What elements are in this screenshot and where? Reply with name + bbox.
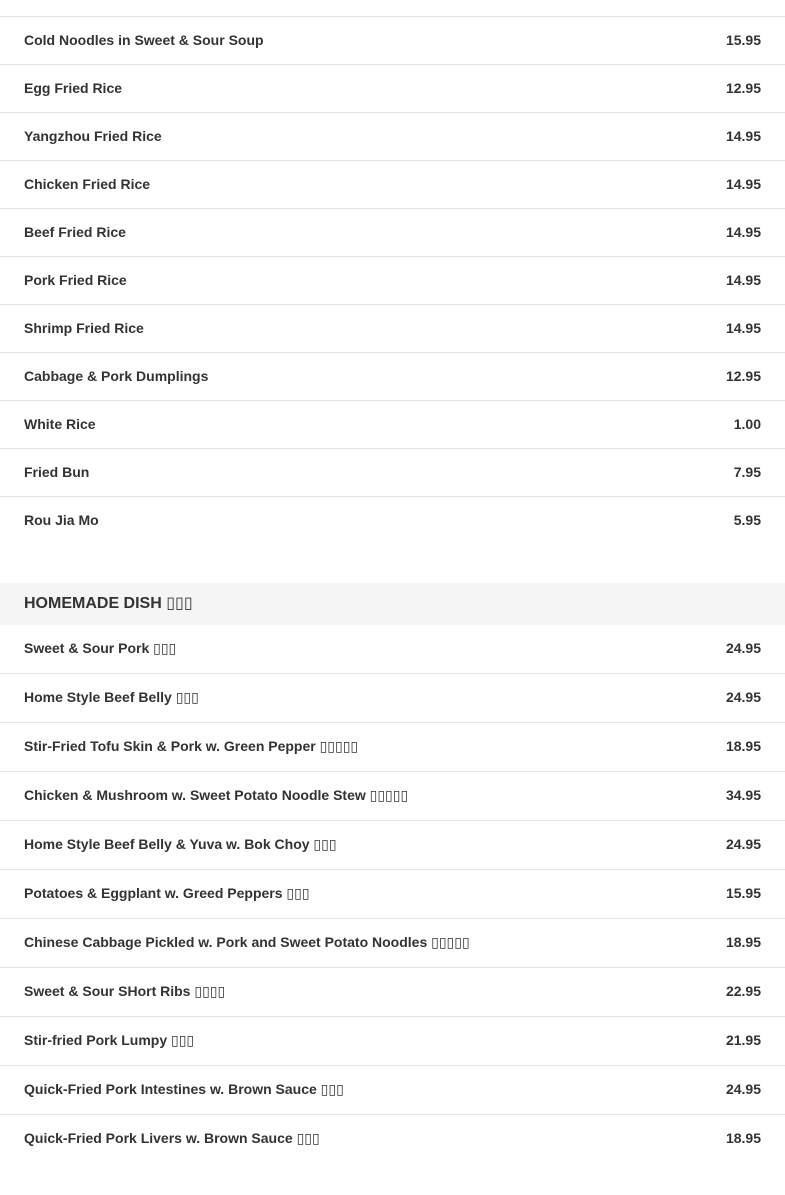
menu-item-price: 14.95 [725,272,761,288]
menu-item-row[interactable] [0,401,785,449]
menu-item-name: Egg Fried Rice [24,80,123,96]
section-spacer [0,545,785,583]
menu-item-price: 34.95 [725,787,761,803]
menu-item-row[interactable] [0,821,785,870]
menu-item-row[interactable] [0,353,785,401]
cut-off-menu-row[interactable] [0,0,785,17]
menu-item-name: Sweet & Sour SHort Ribs ▯▯▯▯ [24,983,226,999]
menu-item-name: White Rice [24,416,96,432]
menu-item-price: 12.95 [725,80,761,96]
menu-item-row[interactable] [0,968,785,1017]
menu-item-price: 24.95 [725,640,761,656]
menu-item-name: Chicken Fried Rice [24,176,151,192]
menu-item-row[interactable] [0,65,785,113]
menu-item-name: Stir-fried Pork Lumpy ▯▯▯ [24,1032,195,1048]
menu-item-price: 18.95 [725,1130,761,1146]
menu-item-price: 21.95 [725,1032,761,1048]
menu-item-price: 12.95 [725,368,761,384]
menu-item-row[interactable] [0,1066,785,1115]
menu-item-row[interactable] [0,625,785,674]
menu-item-name: Chicken & Mushroom w. Sweet Potato Noodle Stew ▯▯▯▯▯ [24,787,409,803]
menu-item-price: 22.95 [725,983,761,999]
homemade-dish-list [0,625,785,1164]
menu-item-row[interactable] [0,161,785,209]
menu-item-name: Yangzhou Fried Rice [24,128,162,144]
menu-item-row[interactable] [0,1017,785,1066]
menu-item-row[interactable] [0,870,785,919]
menu-item-name: Home Style Beef Belly ▯▯▯ [24,689,199,705]
menu-item-row[interactable] [0,113,785,161]
menu-item-name: Beef Fried Rice [24,224,126,240]
menu-item-name: Quick-Fried Pork Livers w. Brown Sauce ▯▯▯ [24,1130,320,1146]
menu-item-price: 24.95 [725,689,761,705]
menu-item-price: 14.95 [725,176,761,192]
menu-item-price: 7.95 [733,464,761,480]
menu-item-price: 14.95 [725,320,761,336]
menu-item-name: Home Style Beef Belly & Yuva w. Bok Choy ▯▯▯ [24,836,337,852]
menu-item-price: 24.95 [725,1081,761,1097]
menu-item-row[interactable] [0,257,785,305]
section-header-homemade-dish: HOMEMADE DISH ▯▯▯ [0,583,785,625]
menu-item-price: 18.95 [725,738,761,754]
menu-item-price: 14.95 [725,224,761,240]
menu-item-price: 5.95 [733,512,761,528]
menu-item-name: Rou Jia Mo [24,512,99,528]
menu-item-row[interactable] [0,674,785,723]
menu-item-name: Quick-Fried Pork Intestines w. Brown Sauce ▯▯▯ [24,1081,344,1097]
menu-item-price: 15.95 [725,885,761,901]
menu-item-row[interactable] [0,209,785,257]
menu-item-name: Shrimp Fried Rice [24,320,144,336]
menu-item-row[interactable] [0,305,785,353]
staples-list [0,17,785,545]
menu-item-row[interactable] [0,723,785,772]
menu-item-row[interactable] [0,1115,785,1164]
menu-item-price: 24.95 [725,836,761,852]
menu-item-name: Cabbage & Pork Dumplings [24,368,209,384]
menu-item-row[interactable] [0,772,785,821]
menu-item-row[interactable] [0,449,785,497]
menu-item-price: 18.95 [725,934,761,950]
menu-item-name: Stir-Fried Tofu Skin & Pork w. Green Pepper ▯▯▯▯▯ [24,738,359,754]
menu-item-name: Potatoes & Eggplant w. Greed Peppers ▯▯▯ [24,885,310,901]
menu-item-name: Sweet & Sour Pork ▯▯▯ [24,640,177,656]
menu-item-name: Cold Noodles in Sweet & Sour Soup [24,32,264,48]
menu-item-row[interactable] [0,919,785,968]
menu-item-row[interactable] [0,497,785,545]
menu-item-name: Chinese Cabbage Pickled w. Pork and Sweet Potato Noodles ▯▯▯▯▯ [24,934,470,950]
menu-item-price: 14.95 [725,128,761,144]
menu-item-name: Pork Fried Rice [24,272,127,288]
menu-item-price: 1.00 [733,416,761,432]
menu-item-row[interactable] [0,17,785,65]
menu-item-price: 15.95 [725,32,761,48]
menu-item-name: Fried Bun [24,464,90,480]
